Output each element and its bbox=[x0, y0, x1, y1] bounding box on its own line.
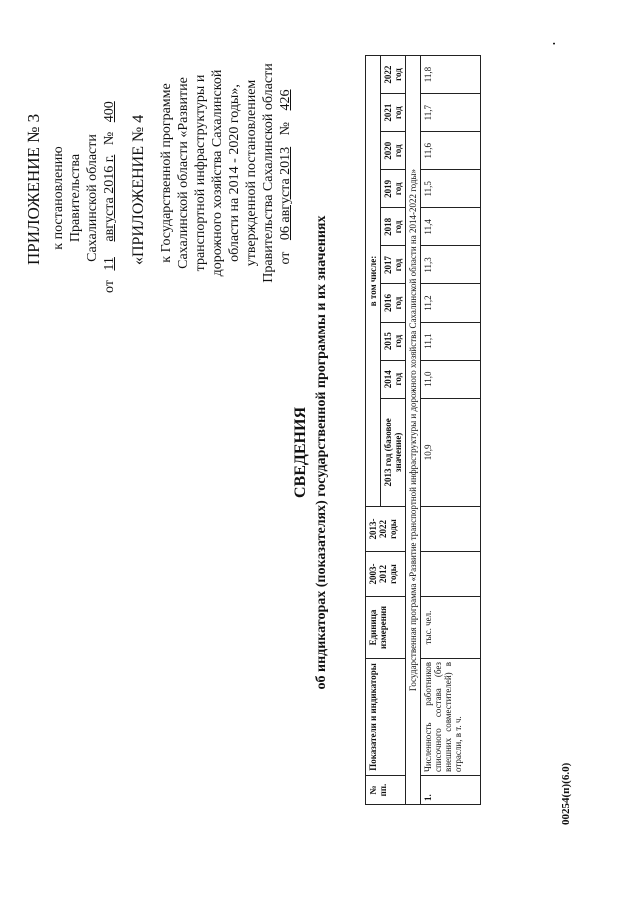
year-header: 2016 год bbox=[381, 284, 406, 322]
appendix3-line1: к постановлению Правительства bbox=[51, 146, 83, 250]
row-value: 11,4 bbox=[421, 208, 481, 246]
year-header: 2020 год bbox=[381, 132, 406, 170]
document-title: СВЕДЕНИЯ bbox=[292, 406, 309, 499]
appendix3-title: ПРИЛОЖЕНИЕ № 3 bbox=[24, 113, 43, 265]
year-header: 2013 год (базовое значение) bbox=[381, 398, 406, 506]
year-header: 2018 год bbox=[381, 208, 406, 246]
header-2013-2022: 2013-2022 годы bbox=[366, 507, 406, 552]
year-header: 2021 год bbox=[381, 94, 406, 132]
header-number: № пп. bbox=[366, 776, 406, 805]
date-prefix: от bbox=[278, 251, 293, 265]
row-value: 10,9 bbox=[421, 398, 481, 506]
day: 11 bbox=[102, 257, 117, 271]
header-including: в том числе: bbox=[366, 56, 381, 507]
document-subtitle: об индикаторах (показателях) государственной программы и их значениях bbox=[314, 215, 329, 690]
number-sign: № bbox=[278, 121, 293, 136]
appendix4-number: 426 bbox=[278, 89, 293, 111]
appendix3-date-line bbox=[102, 95, 118, 293]
row-value: 11,0 bbox=[421, 360, 481, 398]
year-header: 2017 год bbox=[381, 246, 406, 284]
month-year: августа 2016 г. bbox=[102, 154, 117, 242]
indicators-table bbox=[365, 55, 481, 805]
number-sign: № bbox=[102, 131, 117, 146]
row-2013-2022 bbox=[421, 507, 481, 552]
year-header: 2015 год bbox=[381, 322, 406, 360]
date-prefix: от bbox=[102, 280, 117, 293]
row-value: 11,2 bbox=[421, 284, 481, 322]
row-unit: тыс. чел. bbox=[421, 597, 481, 659]
row-value: 11,1 bbox=[421, 322, 481, 360]
appendix3-reference bbox=[50, 103, 101, 293]
table-section-row bbox=[406, 56, 421, 805]
header-unit: Единица измерения bbox=[366, 597, 406, 659]
row-indicator: Численность работников списочного состава (без внешних совместителей) в отрасли, в т. ч. bbox=[421, 659, 481, 776]
year-header: 2014 год bbox=[381, 360, 406, 398]
table-row bbox=[421, 56, 481, 805]
header-2003-2012: 2003-2012 годы bbox=[366, 552, 406, 597]
row-value: 11,8 bbox=[421, 56, 481, 94]
appendix4-reference bbox=[158, 53, 294, 293]
year-header: 2022 год bbox=[381, 56, 406, 94]
row-number: 1. bbox=[421, 776, 481, 805]
row-value: 11,5 bbox=[421, 170, 481, 208]
section-title: Государственная программа «Развитие транспортной инфраструктуры и дорожного хозяйства Сахалинской области на 2014-2022 годы» bbox=[406, 56, 421, 805]
row-value: 11,6 bbox=[421, 132, 481, 170]
doc-number: 400 bbox=[102, 101, 117, 123]
row-2003-2012 bbox=[421, 552, 481, 597]
row-value: 11,7 bbox=[421, 94, 481, 132]
appendix4-title: «ПРИЛОЖЕНИЕ № 4 bbox=[130, 114, 147, 265]
document-code: 00254(п)(6.0) bbox=[560, 762, 572, 825]
appendix3-line2: Сахалинской области bbox=[85, 134, 100, 262]
appendix4-text: к Государственной программе Сахалинской области «Развитие транспортной инфраструктуры и дорожного хозяйства Сахалинской области на 2014 - 2020 годы», утвержденной постановлением Правительства Сахалинской области bbox=[159, 63, 276, 283]
appendix4-date: 06 августа 2013 bbox=[278, 146, 293, 241]
row-value: 11,3 bbox=[421, 246, 481, 284]
year-header: 2019 год bbox=[381, 170, 406, 208]
header-indicator: Показатели и индикаторы bbox=[366, 659, 406, 776]
table-header-row bbox=[366, 56, 381, 805]
scan-mark: • bbox=[550, 42, 559, 45]
